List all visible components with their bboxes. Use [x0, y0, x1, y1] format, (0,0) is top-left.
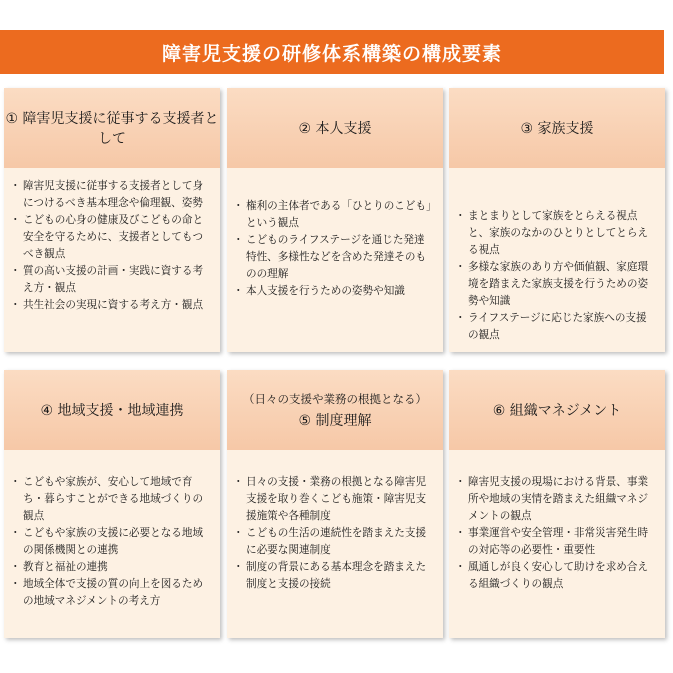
- list-item: ・ 多様な家族のあり方や価値観、家庭環境を踏まえた家族支援を行うための姿勢や知識: [457, 259, 657, 310]
- card-body: [227, 168, 443, 308]
- card-body: [449, 450, 665, 601]
- card-individual-support: [227, 88, 443, 352]
- list-item: ・ こどものライフステージを通じた発達特性、多様性などを含めた発達そのものの理解: [235, 232, 435, 283]
- card-heading: ③ 家族支援: [520, 121, 594, 137]
- card-person-as-supporter: [4, 88, 220, 352]
- list-item: ・ まとまりとして家族をとらえる視点と、家族のなかのひとりとしてとらえる視点: [457, 208, 657, 259]
- card-system-understanding: [227, 370, 443, 638]
- list-item: ・ 事業運営や安全管理・非常災害発生時の対応等の必要性・重要性: [457, 525, 657, 559]
- card-organization-management: [449, 370, 665, 638]
- list-item: ・ こどもの心身の健康及びこどもの命と安全を守るために、支援者としてもつべき観点: [12, 212, 212, 263]
- card-header: [449, 370, 665, 450]
- list-item: ・ こどもや家族が、安心して地域で育ち・暮らすことができる地域づくりの観点: [12, 474, 212, 525]
- list-item: ・ 障害児支援に従事する支援者として身につけるべき基本理念や倫理観、姿勢: [12, 178, 212, 212]
- card-header: [449, 88, 665, 168]
- list-item: ・ 教育と福祉の連携: [12, 559, 212, 576]
- list-item: ・ ライフステージに応じた家族への支援の観点: [457, 310, 657, 344]
- page-title: 障害児支援の研修体系構築の構成要素: [0, 30, 664, 74]
- card-subheading: （日々の支援や業務の根拠となる）: [243, 391, 427, 406]
- card-body: [4, 168, 220, 322]
- card-heading: ① 障害児支援に従事する支援者として: [5, 111, 219, 147]
- list-item: ・ 共生社会の実現に資する考え方・観点: [12, 297, 212, 314]
- list-item: ・ 日々の支援・業務の根拠となる障害児支援を取り巻くこども施策・障害児支援施策や各種制度: [235, 474, 435, 525]
- list-item: ・ 風通しが良く安心して助けを求め合える組織づくりの観点: [457, 559, 657, 593]
- card-body: [4, 450, 220, 618]
- card-header: [4, 88, 220, 168]
- card-header: [4, 370, 220, 450]
- card-header: [227, 88, 443, 168]
- card-body: [227, 450, 443, 601]
- list-item: ・ こどもの生活の連続性を踏まえた支援に必要な関連制度: [235, 525, 435, 559]
- list-item: ・ 制度の背景にある基本理念を踏まえた制度と支援の接続: [235, 559, 435, 593]
- card-community-support: [4, 370, 220, 638]
- card-family-support: [449, 88, 665, 352]
- card-header: [227, 370, 443, 450]
- list-item: ・ 権利の主体者である「ひとりのこども」という観点: [235, 198, 435, 232]
- list-item: ・ こどもや家族の支援に必要となる地域の関係機関との連携: [12, 525, 212, 559]
- list-item: ・ 障害児支援の現場における背景、事業所や地域の実情を踏まえた組織マネジメントの観点: [457, 474, 657, 525]
- card-heading: ⑥ 組織マネジメント: [492, 403, 622, 419]
- list-item: ・ 質の高い支援の計画・実践に資する考え方・観点: [12, 263, 212, 297]
- card-heading: ② 本人支援: [298, 121, 372, 137]
- card-heading: ④ 地域支援・地域連携: [40, 403, 184, 419]
- list-item: ・ 本人支援を行うための姿勢や知識: [235, 283, 435, 300]
- card-heading: ⑤ 制度理解: [298, 412, 372, 429]
- list-item: ・ 地域全体で支援の質の向上を図るための地域マネジメントの考え方: [12, 576, 212, 610]
- card-body: [449, 168, 665, 352]
